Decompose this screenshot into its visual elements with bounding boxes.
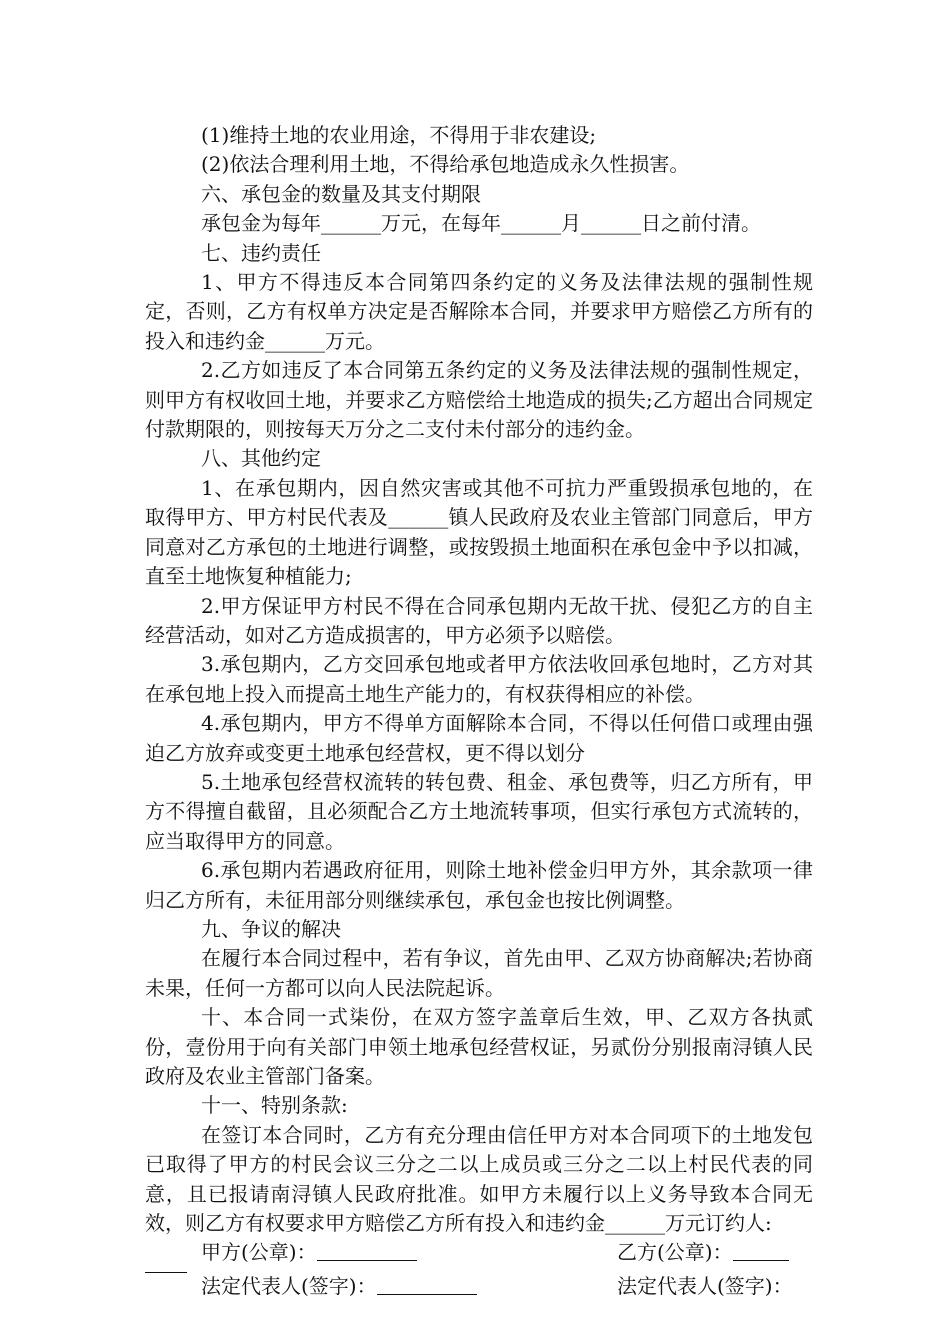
clause-text: 2.乙方如违反了本合同第五条约定的义务及法律法规的强制性规定，则甲方有权收回土地，并要求乙方赔偿给土地造成的损失;乙方超出合同规定付款期限的，则按每天万分之二支付未付部分的违约金。 bbox=[145, 358, 813, 442]
clause-text: (2)依法合理利用土地，不得给承包地造成永久性损害。 bbox=[201, 152, 690, 177]
section-heading: 七、违约责任 bbox=[201, 240, 321, 265]
party-a-seal-label: 甲方(公章)： bbox=[201, 1240, 317, 1265]
seal-signature-row bbox=[145, 1238, 813, 1267]
clause-text: 1、在承包期内，因自然灾害或其他不可抗力严重毁损承包地的，在取得甲方、甲方村民代表及______镇人民政府及农业主管部门同意后，甲方同意对乙方承包的土地进行调整，或按毁损土地面积在承包金中予以扣减，直至土地恢复种植能力; bbox=[145, 475, 813, 589]
clause-text: 4.承包期内，甲方不得单方面解除本合同，不得以任何借口或理由强迫乙方放弃或变更土地承包经营权，更不得以划分 bbox=[145, 711, 813, 765]
party-a-representative bbox=[201, 1272, 477, 1301]
clause-text: (1)维持土地的农业用途，不得用于非农建设; bbox=[201, 123, 597, 147]
party-b-seal-line bbox=[733, 1240, 789, 1261]
clause-text: 十、本合同一式柒份，在双方签字盖章后生效，甲、乙双方各执贰份，壹份用于向有关部门申领土地承包经营权证，另贰份分别报南浔镇人民政府及农业主管部门备案。 bbox=[145, 1005, 813, 1088]
section-heading: 九、争议的解决 bbox=[201, 916, 341, 941]
section-heading: 八、其他约定 bbox=[201, 446, 321, 471]
wrapped-blank-line bbox=[145, 1252, 187, 1273]
rep-signature-row bbox=[145, 1272, 813, 1301]
clause-text: 承包金为每年______万元，在每年______月______日之前付清。 bbox=[201, 211, 761, 236]
party-a-seal-line bbox=[317, 1240, 417, 1261]
contract-body bbox=[145, 121, 813, 1301]
party-b-rep-label: 法定代表人(签字)： bbox=[617, 1273, 793, 1298]
clause-text: 2.甲方保证甲方村民不得在合同承包期内无故干扰、侵犯乙方的自主经营活动，如对乙方造成损害的，甲方必须予以赔偿。 bbox=[145, 593, 813, 647]
clause-text: 3.承包期内，乙方交回承包地或者甲方依法收回承包地时，乙方对其在承包地上投入而提高土地生产能力的，有权获得相应的补偿。 bbox=[145, 652, 813, 706]
party-a-rep-line bbox=[377, 1274, 477, 1295]
clause-text: 在签订本合同时，乙方有充分理由信任甲方对本合同项下的土地发包已取得了甲方的村民会议三分之二以上成员或三分之二以上村民代表的同意，且已报请南浔镇人民政府批准。如甲方未履行以上义务导致本合同无效，则乙方有权要求甲方赔偿乙方所有投入和违约金______万元订约人: bbox=[145, 1122, 813, 1236]
party-a-seal bbox=[201, 1238, 417, 1267]
party-b-seal bbox=[617, 1238, 789, 1267]
clause-text: 5.土地承包经营权流转的转包费、租金、承包费等，归乙方所有，甲方不得擅自截留，且必须配合乙方土地流转事项，但实行承包方式流转的，应当取得甲方的同意。 bbox=[145, 769, 813, 853]
party-b-seal-label: 乙方(公章)： bbox=[617, 1240, 733, 1265]
clause-text: 1、甲方不得违反本合同第四条约定的义务及法律法规的强制性规定，否则，乙方有权单方决定是否解除本合同，并要求甲方赔偿乙方所有的投入和违约金______万元。 bbox=[145, 270, 813, 353]
party-b-representative bbox=[617, 1272, 793, 1301]
party-a-rep-label: 法定代表人(签字)： bbox=[201, 1273, 377, 1298]
section-heading: 十一、特别条款: bbox=[201, 1093, 348, 1118]
clause-text: 6.承包期内若遇政府征用，则除土地补偿金归甲方外，其余款项一律归乙方所有，未征用部分则继续承包，承包金也按比例调整。 bbox=[145, 858, 813, 912]
clause-text: 在履行本合同过程中，若有争议，首先由甲、乙双方协商解决;若协商未果，任何一方都可以向人民法院起诉。 bbox=[145, 946, 813, 1000]
section-heading: 六、承包金的数量及其支付期限 bbox=[201, 181, 481, 206]
